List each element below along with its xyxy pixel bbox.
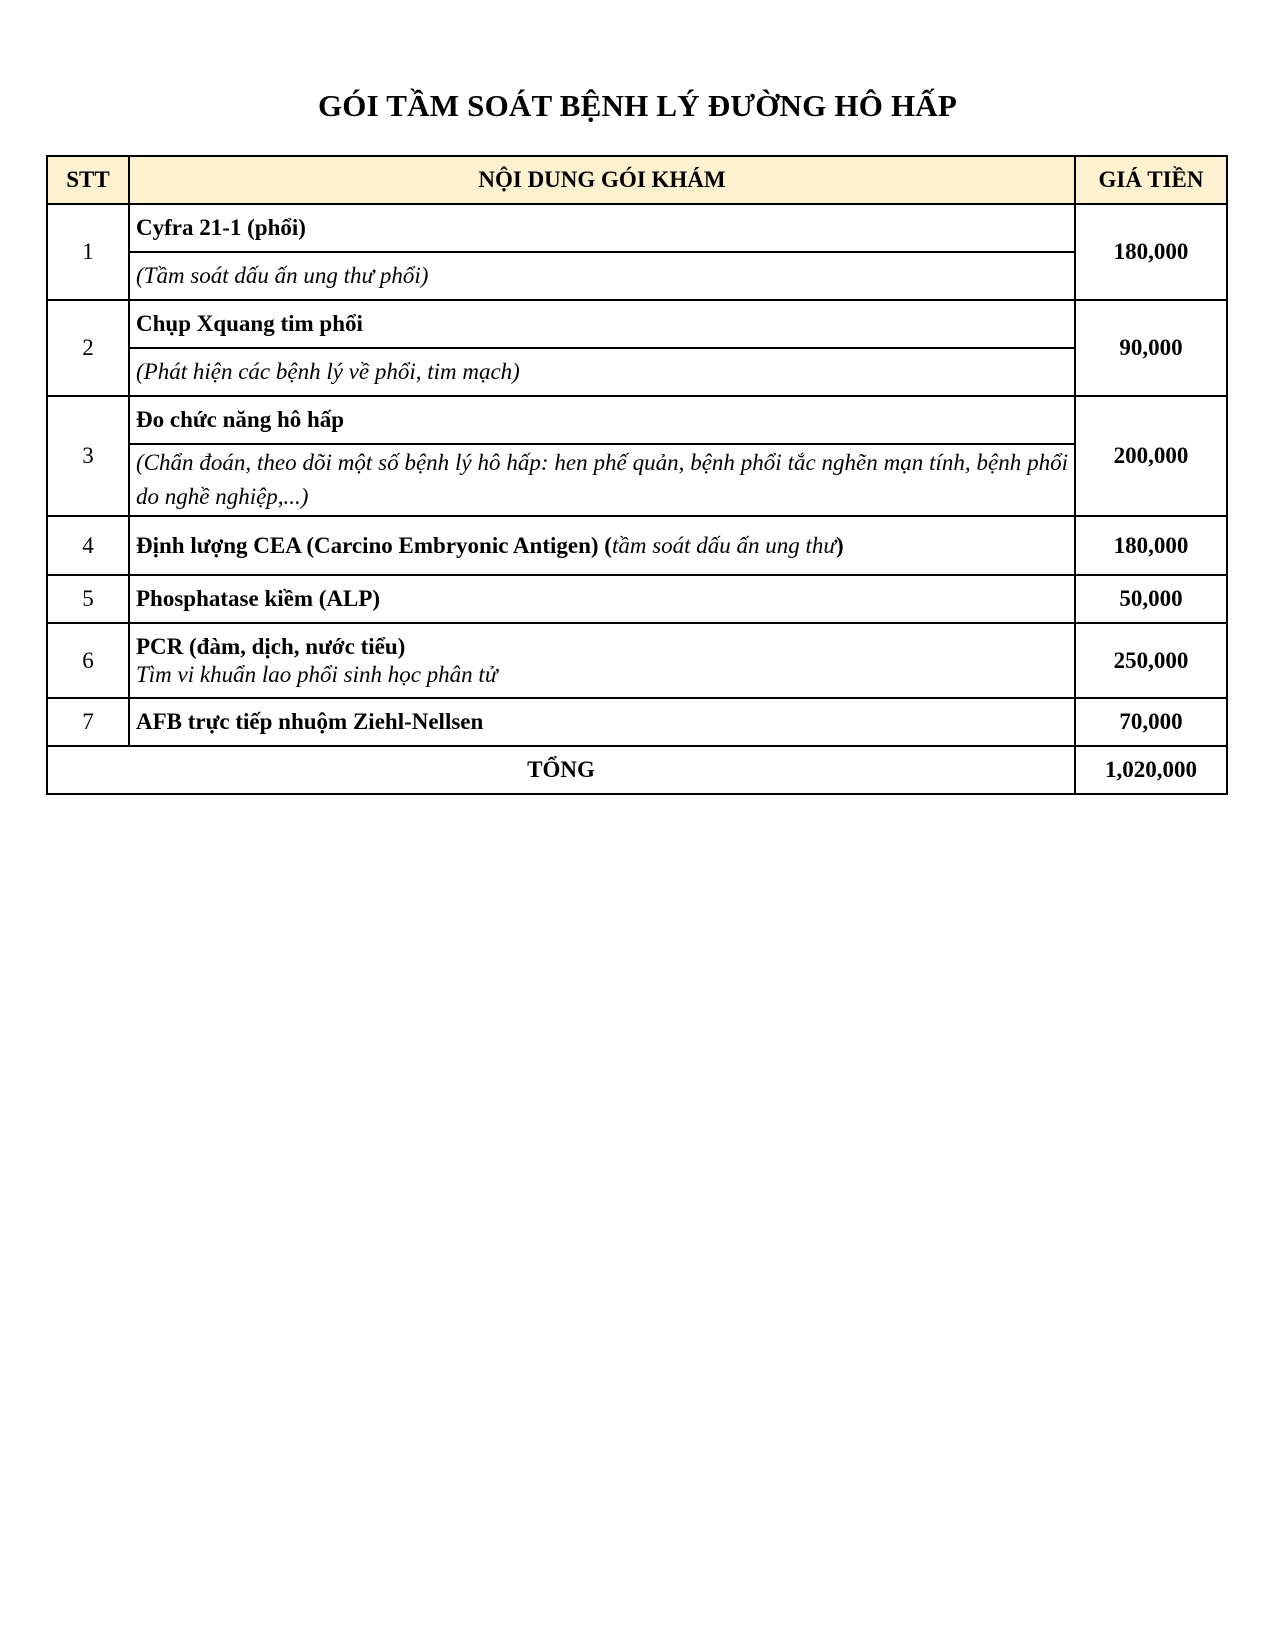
table-row-desc [47, 348, 1227, 396]
row-stt: 3 [47, 396, 129, 516]
item-desc: (Chẩn đoán, theo dõi một số bệnh lý hô hấp: hen phế quản, bệnh phổi tắc nghẽn mạn tính, bệnh phổi do nghề nghiệp,...) [129, 444, 1075, 516]
item-content-cell [129, 623, 1075, 698]
table-row [47, 516, 1227, 575]
package-table [46, 155, 1228, 795]
item-price: 90,000 [1075, 300, 1227, 396]
table-row-desc [47, 252, 1227, 300]
item-desc: tầm soát dấu ấn ung thư [611, 532, 836, 558]
table-row [47, 300, 1227, 348]
row-stt: 2 [47, 300, 129, 396]
item-price: 50,000 [1075, 575, 1227, 623]
table-row-desc [47, 444, 1227, 516]
item-name-tail: ) [835, 532, 844, 558]
header-price: GIÁ TIỀN [1075, 156, 1227, 204]
item-name: Cyfra 21-1 (phổi) [129, 204, 1075, 252]
row-stt: 1 [47, 204, 129, 300]
header-stt: STT [47, 156, 129, 204]
row-stt: 5 [47, 575, 129, 623]
item-price: 200,000 [1075, 396, 1227, 516]
item-desc: (Tầm soát dấu ấn ung thư phổi) [129, 252, 1075, 300]
row-stt: 7 [47, 698, 129, 746]
table-row [47, 204, 1227, 252]
header-content: NỘI DUNG GÓI KHÁM [129, 156, 1075, 204]
item-name: Đo chức năng hô hấp [129, 396, 1075, 444]
row-stt: 6 [47, 623, 129, 698]
item-desc: Tìm vi khuẩn lao phổi sinh học phân tử [136, 661, 498, 687]
item-name: PCR (đàm, dịch, nước tiểu) [136, 633, 406, 659]
table-row [47, 698, 1227, 746]
item-name: AFB trực tiếp nhuộm Ziehl-Nellsen [129, 698, 1075, 746]
table-row [47, 575, 1227, 623]
item-price: 70,000 [1075, 698, 1227, 746]
table-header-row [47, 156, 1227, 204]
item-price: 180,000 [1075, 516, 1227, 575]
item-name: Phosphatase kiềm (ALP) [129, 575, 1075, 623]
page-title: GÓI TẦM SOÁT BỆNH LÝ ĐƯỜNG HÔ HẤP [317, 88, 957, 123]
item-desc: (Phát hiện các bệnh lý về phổi, tim mạch) [129, 348, 1075, 396]
total-row [47, 746, 1227, 794]
table-row [47, 623, 1227, 698]
table-row [47, 396, 1227, 444]
item-name-cell [129, 516, 1075, 575]
item-name: Chụp Xquang tim phổi [129, 300, 1075, 348]
total-price: 1,020,000 [1075, 746, 1227, 794]
item-price: 250,000 [1075, 623, 1227, 698]
item-price: 180,000 [1075, 204, 1227, 300]
item-name: Định lượng CEA (Carcino Embryonic Antigen) ( [136, 532, 612, 558]
row-stt: 4 [47, 516, 129, 575]
total-label: TỔNG [47, 746, 1075, 794]
